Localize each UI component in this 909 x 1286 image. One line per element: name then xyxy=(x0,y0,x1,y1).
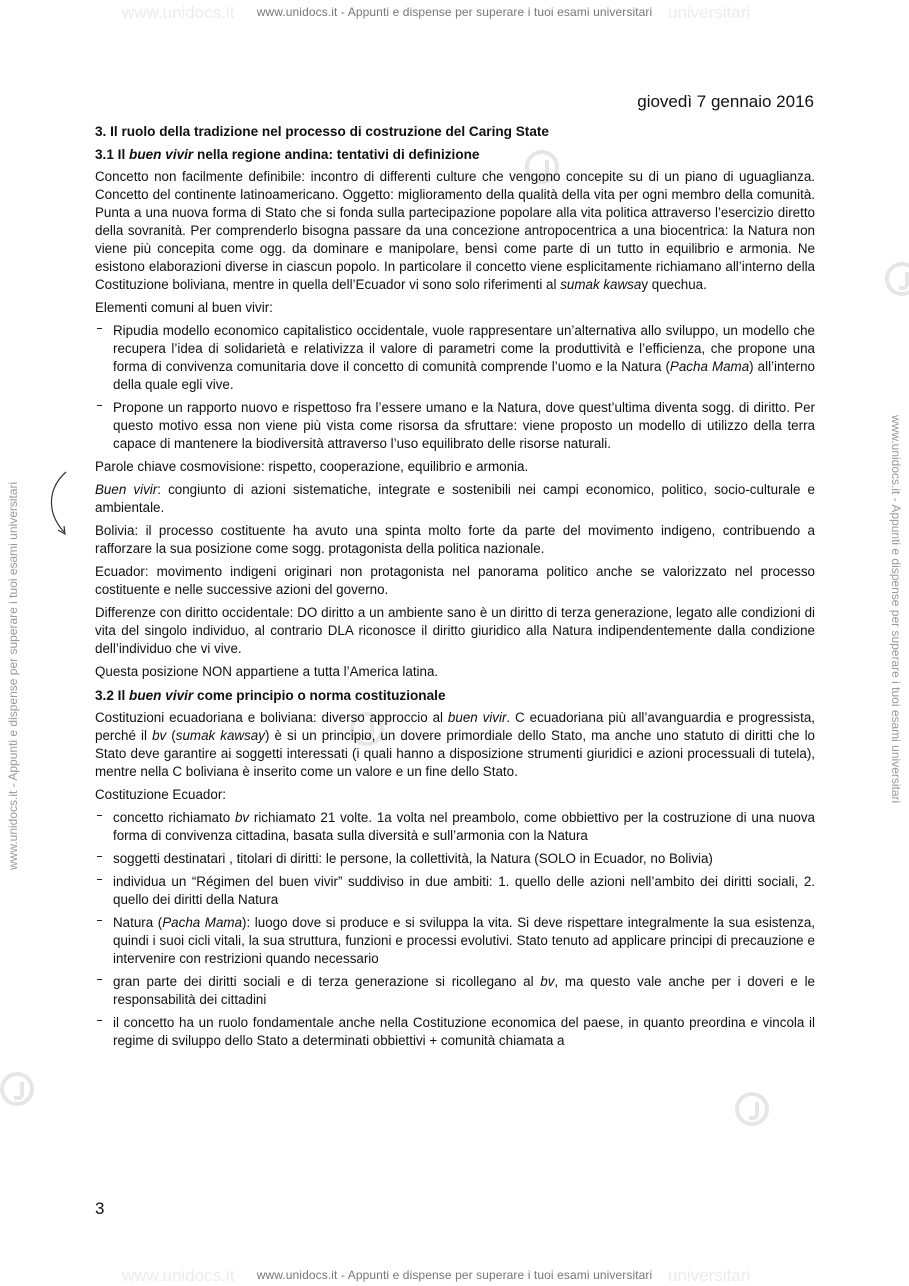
list-item-emphasis: Pacha Mama xyxy=(669,359,750,374)
subsection-title-3-1 xyxy=(95,145,815,164)
paragraph-emphasis: sumak kawsa xyxy=(560,277,642,292)
subsection-prefix: 3.1 Il xyxy=(95,147,130,162)
list-ecuador-constitution xyxy=(95,809,815,1050)
subsection-suffix: come principio o norma costituzionale xyxy=(193,688,446,703)
list-item-text: gran parte dei diritti sociali e di terza generazione si ricollegano al xyxy=(113,974,541,989)
paragraph-text: ) è si un principio, un dovere primordiale dello Stato, ma anche uno statuto di diritti che lo Stato deve garantire ai soggetti interessati (i quali hanno a disposizione strumenti giuridici e azioni processuali di tutela), mentre nella C boliviana è inserito come un valore e un fine dello Stato. xyxy=(95,728,815,779)
subsection-suffix: nella regione andina: tentativi di definizione xyxy=(193,147,480,162)
document-body xyxy=(95,122,815,1055)
list-item xyxy=(95,809,815,845)
paragraph-emphasis: Buen vivir xyxy=(95,482,158,497)
list-item-text: Ripudia modello economico capitalistico occidentale, vuole rappresentare un’alternativa allo sviluppo, un modello che recupera l’idea di solidarietà e relativizza il valore di parametri come la produttività e l’efficienza, che propone una forma di convivenza comunitaria dove il concetto di comunità comprende l’uomo e la Natura ( xyxy=(113,323,815,374)
list-item-text: ): luogo dove si produce e si sviluppa la vita. Si deve rispettare integralmente la sua esistenza, quindi i suoi cicli vitali, la sua struttura, funzioni e processi evolutivi. Stato tenuto ad applicare principi di precauzione e intervenire con restrizioni quando necessario xyxy=(113,915,815,966)
list-item-emphasis: bv xyxy=(540,974,555,989)
ghost-watermark-top: www.unidocs.it xyxy=(122,3,235,22)
list-item-text: ) all’interno della quale egli vive. xyxy=(113,359,815,392)
paragraph-bolivia: Bolivia: il processo costituente ha avuto una spinta molto forte da parte del movimento indigeno, contribuendo a rafforzare la sua posizione come sogg. protagonista della politica nazionale. xyxy=(95,523,815,556)
header-banner: www.unidocs.it - Appunti e dispense per superare i tuoi esami universitari xyxy=(256,5,653,19)
watermark-logo-icon xyxy=(885,262,909,296)
list-item-text: , ma questo vale anche per i doveri e le responsabilità dei cittadini xyxy=(113,974,815,1007)
paragraph-ecuador-constitution: Costituzione Ecuador: xyxy=(95,787,227,802)
list-item xyxy=(95,973,815,1009)
paragraph-emphasis: bv xyxy=(152,728,167,743)
list-item-text: Natura ( xyxy=(113,915,163,930)
paragraph-definition xyxy=(95,168,815,294)
watermark-logo-icon xyxy=(735,1092,769,1126)
list-item: il concetto ha un ruolo fondamentale anche nella Costituzione economica del paese, in quanto preordina e vincola il regime di sviluppo dello Stato a determinati obbiettivi + comunità chiamata a xyxy=(95,1014,815,1050)
footer-banner: www.unidocs.it - Appunti e dispense per superare i tuoi esami universitari xyxy=(256,1268,653,1282)
watermark-logo-icon xyxy=(0,1072,34,1106)
paragraph-keywords: Parole chiave cosmovisione: rispetto, cooperazione, equilibrio e armonia. xyxy=(95,459,529,474)
list-item: individua un “Régimen del buen vivir” suddiviso in due ambiti: 1. quello delle azioni nell’ambito dei diritti sociali, 2. quello dei diritti della Natura xyxy=(95,873,815,909)
paragraph-emphasis: buen vivir xyxy=(447,710,507,725)
subsection-title-3-2 xyxy=(95,686,815,705)
paragraph-differences: Differenze con diritto occidentale: DO diritto a un ambiente sano è un diritto di terza generazione, legato alle condizioni di vita del singolo individuo, al contrario DLA riconosce il diritto giuridico alla Natura indipendentemente dalla condizione dell’individuo che vi vive. xyxy=(95,605,815,656)
paragraph-text: : congiunto di azioni sistematiche, integrate e sostenibili nei campi economico, politico, socio-culturale e ambientale. xyxy=(95,482,815,515)
section-title: 3. Il ruolo della tradizione nel processo di costruzione del Caring State xyxy=(95,124,549,139)
subsection-emphasis: buen vivir xyxy=(129,147,194,162)
side-banner-right: www.unidocs.it - Appunti e dispense per superare i tuoi esami universitari xyxy=(889,415,903,804)
list-item-text: richiamato 21 volte. 1a volta nel preambolo, come obbiettivo per la costruzione di una nuova forma di convivenza cittadina, basata sulla diversità e sull’armonia con la Natura xyxy=(113,810,815,843)
paragraph-latin-america: Questa posizione NON appartiene a tutta l’America latina. xyxy=(95,664,439,679)
document-date: giovedì 7 gennaio 2016 xyxy=(637,92,814,111)
side-banner-left: www.unidocs.it - Appunti e dispense per superare i tuoi esami universitari xyxy=(6,481,20,870)
list-common-elements xyxy=(95,322,815,453)
paragraph-text: . C ecuadoriana più all’avanguardia e progressista, perché il xyxy=(95,710,815,743)
list-item xyxy=(95,322,815,394)
paragraph-text: ( xyxy=(166,728,176,743)
page-number: 3 xyxy=(95,1199,105,1218)
list-item: soggetti destinatari , titolari di diritti: le persone, la collettività, la Natura (SOLO in Ecuador, no Bolivia) xyxy=(95,850,815,868)
paragraph-emphasis: sumak kawsay xyxy=(175,728,265,743)
paragraph-constitutions xyxy=(95,709,815,781)
subsection-prefix: 3.2 Il xyxy=(95,688,130,703)
curved-arrow-icon xyxy=(44,470,70,540)
subsection-emphasis: buen vivir xyxy=(129,688,194,703)
list-item-text: concetto richiamato xyxy=(113,810,235,825)
list-item: Propone un rapporto nuovo e rispettoso fra l’essere umano e la Natura, dove quest’ultima diventa sogg. di diritto. Per questo motivo essa non viene più vista come risorsa da sfruttare: viene proposto un modello di utilizzo della terra capace di mantenere la biodiversità attraverso l’uso equilibrato delle risorse naturali. xyxy=(95,399,815,453)
paragraph-common-elements: Elementi comuni al buen vivir: xyxy=(95,300,273,315)
paragraph-text: Concetto non facilmente definibile: incontro di differenti culture che vengono concepite su di un piano di uguaglianza. Concetto del continente latinoamericano. Oggetto: miglioramento della qualità della vita per ogni membro della comunità. Punta a una nuova forma di Stato che si fonda sulla partecipazione popolare alla vita politica attraverso l’esercizio diretto della sovranità. Per comprenderlo bisogna passare da una concezione antropocentrica a una biocentrica: la Natura non viene più concepita come ogg. da dominare e manipolare, bensì come parte di un tutto in equilibrio e armonia. Ne esistono elaborazioni diverse in ciascun popolo. In particolare il concetto viene esplicitamente richiamano all’interno della Costituzione boliviana, mentre in quella dell’Ecuador vi sono solo riferimenti al xyxy=(95,169,815,292)
ghost-watermark-bottom: www.unidocs.it xyxy=(122,1266,235,1285)
ghost-watermark-bottom-right: universitari xyxy=(668,1266,751,1285)
paragraph-text: Costituzioni ecuadoriana e boliviana: diverso approccio al xyxy=(95,710,448,725)
ghost-watermark-top-right: universitari xyxy=(668,3,751,22)
list-item xyxy=(95,914,815,968)
paragraph-tail: y quechua. xyxy=(641,277,707,292)
paragraph-ecuador: Ecuador: movimento indigeni originari non protagonista nel panorama politico anche se valorizzato nel processo costituente e nelle successive azioni del governo. xyxy=(95,564,815,597)
list-item-emphasis: Pacha Mama xyxy=(162,915,243,930)
paragraph-buen-vivir xyxy=(95,481,815,517)
list-item-emphasis: bv xyxy=(234,810,250,825)
